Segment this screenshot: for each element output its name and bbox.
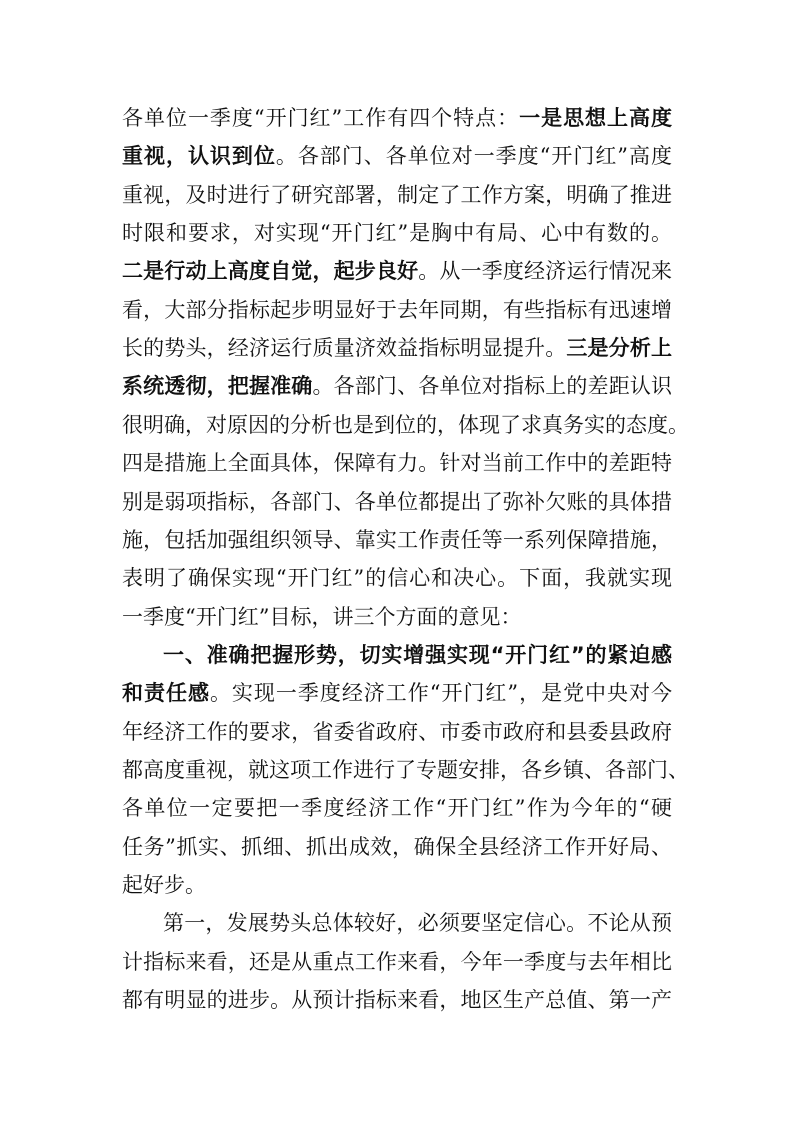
text-line bbox=[122, 256, 672, 286]
body-text: 起好步。 bbox=[122, 873, 206, 897]
text-line bbox=[122, 487, 672, 517]
text-line bbox=[122, 755, 689, 785]
text-line bbox=[122, 870, 672, 900]
body-text: 都高度重视，就这项工作进行了专题安排，各乡镇、各部门、 bbox=[122, 757, 689, 782]
body-text: 四是措施上全面具体，保障有力。针对当前工作中的差距特 bbox=[122, 451, 672, 476]
body-text: 长的势头，经济运行质量济效益指标明显提升。 bbox=[122, 336, 567, 361]
text-line bbox=[122, 678, 672, 708]
bold-text: 一、准确把握形势，切实增强实现“开门红”的紧迫感 bbox=[163, 642, 672, 667]
text-line bbox=[122, 563, 672, 593]
body-text: 计指标来看，还是从重点工作来看，今年一季度与去年相比 bbox=[122, 949, 672, 974]
bold-text: 重视，认识到位 bbox=[122, 144, 276, 169]
body-text: 。各部门、各单位对指标上的差距认识 bbox=[312, 374, 673, 399]
text-line bbox=[122, 410, 689, 440]
bold-text: 三是分析上 bbox=[566, 336, 672, 361]
text-line bbox=[122, 947, 672, 977]
bold-text: 一是思想上高度 bbox=[519, 106, 672, 130]
text-line bbox=[122, 832, 672, 862]
body-text: 。从一季度经济运行情况来 bbox=[418, 259, 673, 284]
body-text: 。不论从预 bbox=[566, 911, 673, 936]
body-text: 重视，及时进行了研究部署，制定了工作方案，明确了推进 bbox=[122, 182, 672, 207]
bold-text: 和责任感 bbox=[122, 681, 210, 706]
body-text: 时限和要求，对实现“开门红”是胸中有局、心中有数的。 bbox=[122, 221, 672, 246]
text-line bbox=[122, 103, 672, 133]
body-text: 表明了确保实现“开门红”的信心和决心。下面，我就实现 bbox=[122, 566, 672, 591]
text-line bbox=[163, 640, 672, 670]
body-text: 很明确，对原因的分析也是到位的，体现了求真务实的态度。 bbox=[122, 412, 689, 437]
text-line bbox=[122, 371, 672, 401]
text-line bbox=[122, 295, 672, 325]
body-text: 年经济工作的要求，省委省政府、市委市政府和县委县政府 bbox=[122, 719, 672, 744]
body-text: 各单位一季度“开门红”工作有四个特点： bbox=[122, 106, 520, 130]
body-text: 。实现一季度经济工作“开门红”，是党中央对今 bbox=[209, 681, 673, 706]
text-line bbox=[122, 218, 672, 248]
body-text: 。各部门、各单位对一季度“开门红”高度 bbox=[275, 144, 672, 169]
body-text: 第一，发展势头总体较好，必须要坚定信心 bbox=[163, 911, 567, 936]
body-text: 看，大部分指标起步明显好于去年同期，有些指标有迅速增 bbox=[122, 297, 672, 322]
text-line bbox=[122, 141, 672, 171]
text-line bbox=[122, 985, 672, 1015]
text-line bbox=[122, 180, 672, 210]
bold-text: 系统透彻，把握准确 bbox=[122, 374, 313, 399]
body-text: 各单位一定要把一季度经济工作“开门红”作为今年的“硬 bbox=[122, 796, 672, 821]
body-text: 都有明显的进步。从预计指标来看，地区生产总值、第一产 bbox=[122, 988, 672, 1013]
body-text: 一季度“开门红”目标，讲三个方面的意见： bbox=[122, 604, 522, 629]
bold-text: 二是行动上高度自觉，起步良好 bbox=[122, 259, 419, 284]
body-text: 别是弱项指标，各部门、各单位都提出了弥补欠账的具体措 bbox=[122, 489, 672, 514]
text-line bbox=[163, 908, 672, 938]
body-text: 任务”抓实、抓细、抓出成效，确保全县经济工作开好局、 bbox=[122, 834, 672, 859]
text-line bbox=[122, 602, 672, 632]
text-line bbox=[122, 525, 672, 555]
text-line bbox=[122, 448, 672, 478]
text-line bbox=[122, 333, 672, 363]
text-line bbox=[122, 793, 672, 823]
text-line bbox=[122, 717, 672, 747]
body-text: 施，包括加强组织领导、靠实工作责任等一系列保障措施， bbox=[122, 527, 672, 552]
